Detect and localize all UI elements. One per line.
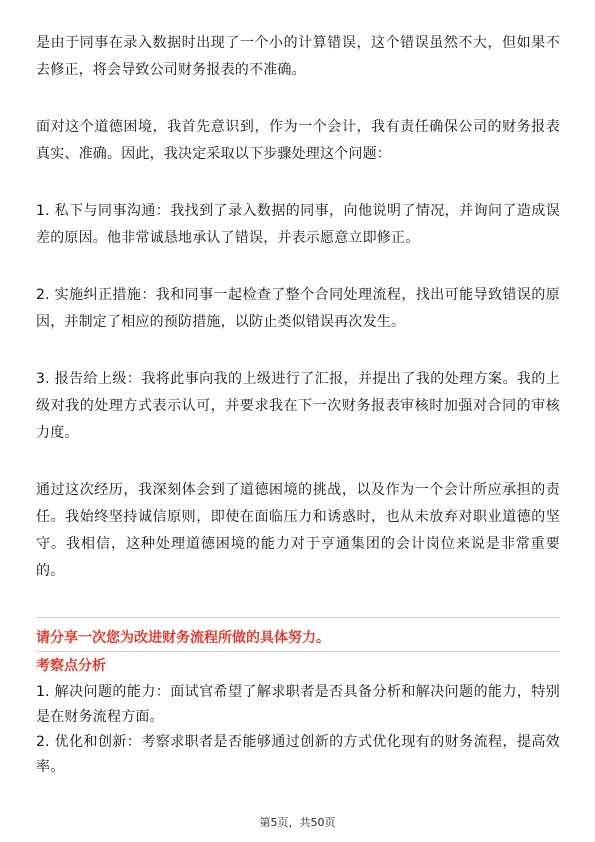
paragraph-step-2: 2. 实施纠正措施：我和同事一起检查了整个合同处理流程，找出可能导致错误的原因，并制定了相应的预防措施，以防止类似错误再次发生。 [36,287,560,330]
document-body [36,30,560,585]
interview-question: 请分享一次您为改进财务流程所做的具体努力。 [36,630,330,646]
paragraph-conclusion: 通过这次经历，我深刻体会到了道德困境的挑战，以及作为一个会计所应承担的责任。我始终坚持诚信原则，即使在面临压力和诱惑时，也从未放弃对职业道德的坚守。我相信，这种处理道德困境的能力对于亨通集团的会计岗位来说是非常重要的。 [36,482,560,579]
analysis-point-2: 2. 优化和创新：考察求职者是否能够通过创新的方式优化现有的财务流程，提高效率。 [36,734,560,775]
page-number: 第5页，共50页 [259,816,336,829]
divider-bottom [36,651,560,652]
divider-top [36,617,560,618]
analysis-point-1: 1. 解决问题的能力：面试官希望了解求职者是否具备分析和解决问题的能力，特别是在财务流程方面。 [36,684,560,725]
paragraph-step-3: 3. 报告给上级：我将此事向我的上级进行了汇报，并提出了我的处理方案。我的上级对我的处理方式表示认可，并要求我在下一次财务报表审核时加强对合同的审核力度。 [36,371,560,441]
analysis-points [36,680,560,780]
paragraph-dilemma: 面对这个道德困境，我首先意识到，作为一个会计，我有责任确保公司的财务报表真实、准确。因此，我决定采取以下步骤处理这个问题： [36,119,560,162]
analysis-heading: 考察点分析 [36,658,106,674]
paragraph-step-1: 1. 私下与同事沟通：我找到了录入数据的同事，向他说明了情况，并询问了造成误差的原因。他非常诚恳地承认了错误，并表示愿意立即修正。 [36,203,560,246]
paragraph-intro: 是由于同事在录入数据时出现了一个小的计算错误，这个错误虽然不大，但如果不去修正，将会导致公司财务报表的不准确。 [36,35,560,78]
